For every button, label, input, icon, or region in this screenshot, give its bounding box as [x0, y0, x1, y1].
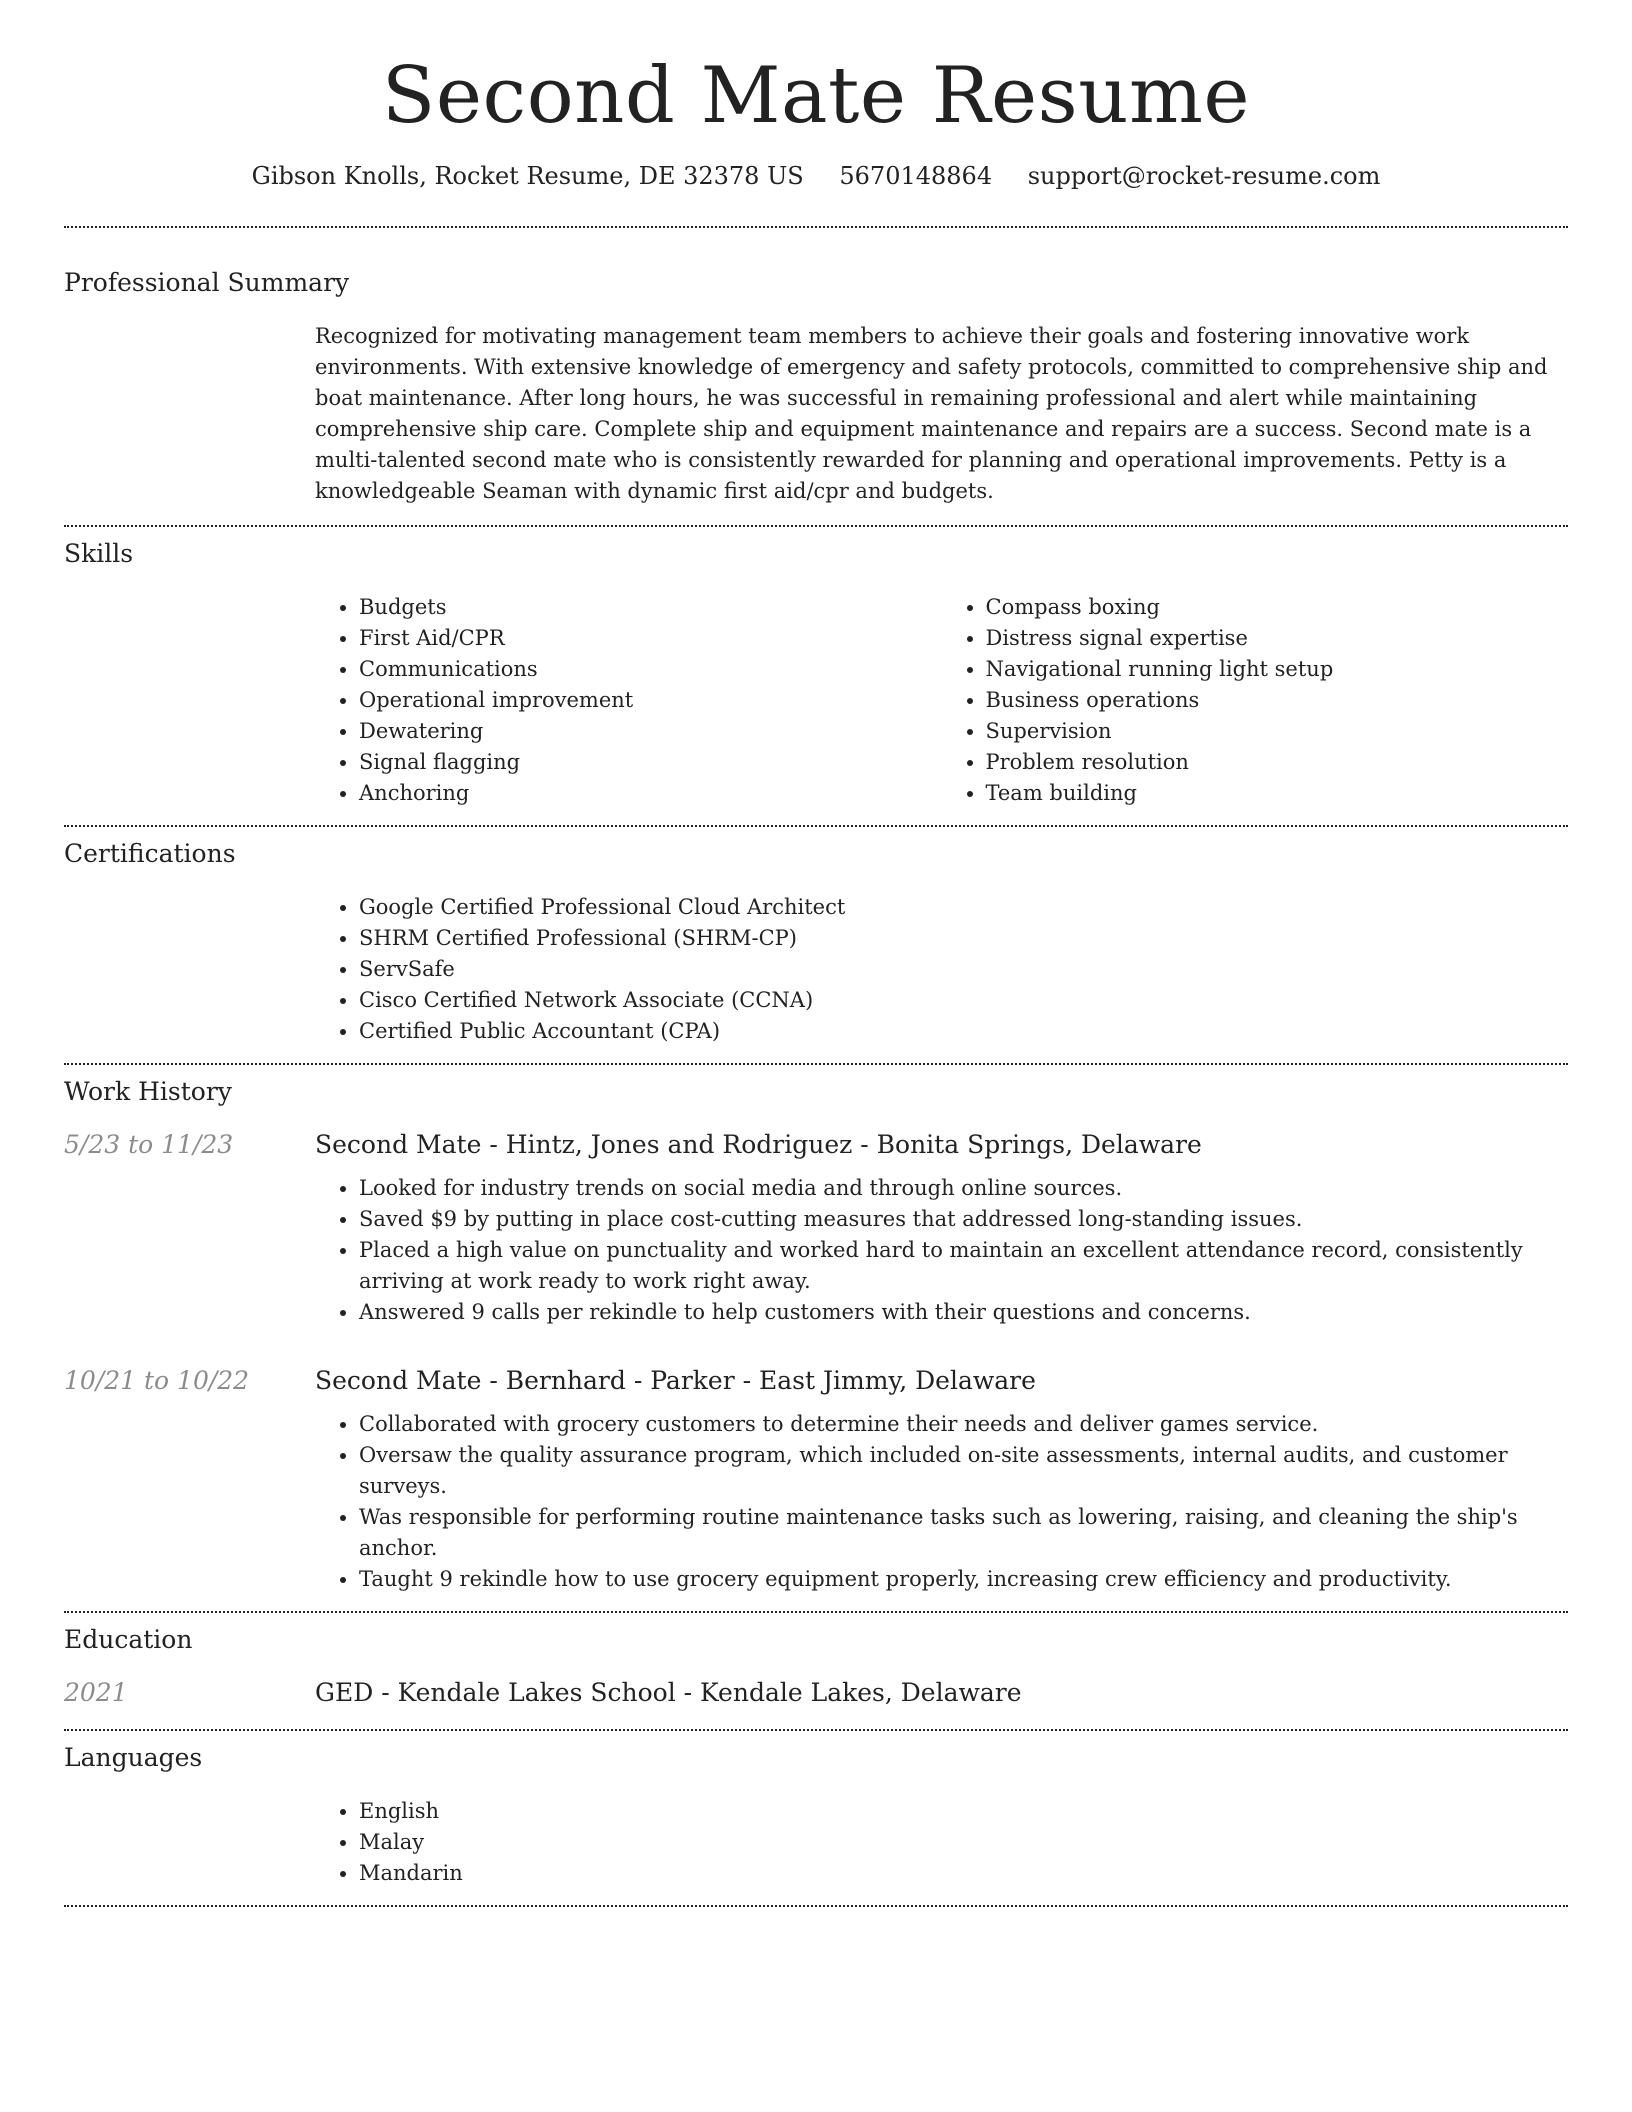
- languages-list: [315, 1796, 1568, 1889]
- list-item: • Placed a high value on punctuality and worked hard to maintain an excellent attendance record, consistently arriving at work ready to work right away.: [359, 1235, 1568, 1297]
- list-item: • Google Certified Professional Cloud Architect: [359, 892, 1568, 923]
- list-item: • Supervision: [986, 716, 1569, 747]
- divider: [64, 1729, 1568, 1731]
- list-item: • ServSafe: [359, 954, 1568, 985]
- list-item: • Problem resolution: [986, 747, 1569, 778]
- list-item: • Communications: [359, 654, 942, 685]
- job-dates: 10/21 to 10/22: [64, 1365, 250, 1395]
- education-heading: GED - Kendale Lakes School - Kendale Lakes, Delaware: [315, 1677, 1022, 1707]
- list-item: • Compass boxing: [986, 592, 1569, 623]
- section-title-skills: Skills: [64, 538, 134, 568]
- job-duties: [315, 1409, 1568, 1595]
- contact-address: Gibson Knolls, Rocket Resume, DE 32378 US: [251, 161, 804, 190]
- section-title-education: Education: [64, 1624, 193, 1654]
- education-year: 2021: [64, 1677, 128, 1707]
- list-item: • Answered 9 calls per rekindle to help customers with their questions and concerns.: [359, 1297, 1568, 1328]
- divider: [64, 1063, 1568, 1065]
- skills-column-right: [942, 592, 1569, 809]
- contact-email: support@rocket-resume.com: [1027, 161, 1381, 190]
- resume-page: [64, 0, 1568, 1907]
- job-entry: [64, 1130, 1568, 1159]
- list-item: • Mandarin: [359, 1858, 1568, 1889]
- section-title-work: Work History: [64, 1076, 232, 1106]
- list-item: • Was responsible for performing routine maintenance tasks such as lowering, raising, and cleaning the ship's anchor.: [359, 1502, 1568, 1564]
- divider: [64, 226, 1568, 228]
- divider: [64, 1905, 1568, 1907]
- skills-list: [315, 592, 1568, 809]
- list-item: • Certified Public Accountant (CPA): [359, 1016, 1568, 1047]
- list-item: • Oversaw the quality assurance program, which included on-site assessments, internal audits, and customer surveys.: [359, 1440, 1568, 1502]
- job-heading: Second Mate - Hintz, Jones and Rodriguez - Bonita Springs, Delaware: [315, 1129, 1202, 1159]
- education-entry: [64, 1678, 1568, 1707]
- contact-line: [64, 162, 1568, 190]
- list-item: • Budgets: [359, 592, 942, 623]
- summary-text: Recognized for motivating management team members to achieve their goals and fostering innovative work environments. With extensive knowledge of emergency and safety protocols, committed to comprehensive ship and boat maintenance. After long hours, he was successful in remaining professional and alert while maintaining comprehensive ship care. Complete ship and equipment maintenance and repairs are a success. Second mate is a multi-talented second mate who is consistently rewarded for planning and operational improvements. Petty is a knowledgeable Seaman with dynamic first aid/cpr and budgets.: [315, 323, 1548, 503]
- list-item: • Distress signal expertise: [986, 623, 1569, 654]
- skills-column-left: [315, 592, 942, 809]
- list-item: • First Aid/CPR: [359, 623, 942, 654]
- contact-phone: 5670148864: [839, 161, 993, 190]
- resume-name: Second Mate Resume: [381, 51, 1251, 141]
- certifications-list: [315, 892, 1568, 1047]
- list-item: • Operational improvement: [359, 685, 942, 716]
- list-item: • Dewatering: [359, 716, 942, 747]
- list-item: • Cisco Certified Network Associate (CCNA): [359, 985, 1568, 1016]
- job-dates: 5/23 to 11/23: [64, 1129, 234, 1159]
- list-item: • English: [359, 1796, 1568, 1827]
- divider: [64, 1611, 1568, 1613]
- section-title-languages: Languages: [64, 1742, 203, 1772]
- job-duties: [315, 1173, 1568, 1328]
- list-item: • Navigational running light setup: [986, 654, 1569, 685]
- job-heading: Second Mate - Bernhard - Parker - East Jimmy, Delaware: [315, 1365, 1036, 1395]
- section-title-certifications: Certifications: [64, 838, 236, 868]
- list-item: • Malay: [359, 1827, 1568, 1858]
- list-item: • Collaborated with grocery customers to determine their needs and deliver games service.: [359, 1409, 1568, 1440]
- list-item: • SHRM Certified Professional (SHRM-CP): [359, 923, 1568, 954]
- resume-header: [64, 0, 1568, 190]
- divider: [64, 525, 1568, 527]
- divider: [64, 825, 1568, 827]
- list-item: • Team building: [986, 778, 1569, 809]
- list-item: • Looked for industry trends on social media and through online sources.: [359, 1173, 1568, 1204]
- section-title-summary: Professional Summary: [64, 267, 350, 297]
- list-item: • Taught 9 rekindle how to use grocery equipment properly, increasing crew efficiency and productivity.: [359, 1564, 1568, 1595]
- list-item: • Business operations: [986, 685, 1569, 716]
- list-item: • Anchoring: [359, 778, 942, 809]
- list-item: • Saved $9 by putting in place cost-cutting measures that addressed long-standing issues.: [359, 1204, 1568, 1235]
- job-entry: [64, 1366, 1568, 1395]
- list-item: • Signal flagging: [359, 747, 942, 778]
